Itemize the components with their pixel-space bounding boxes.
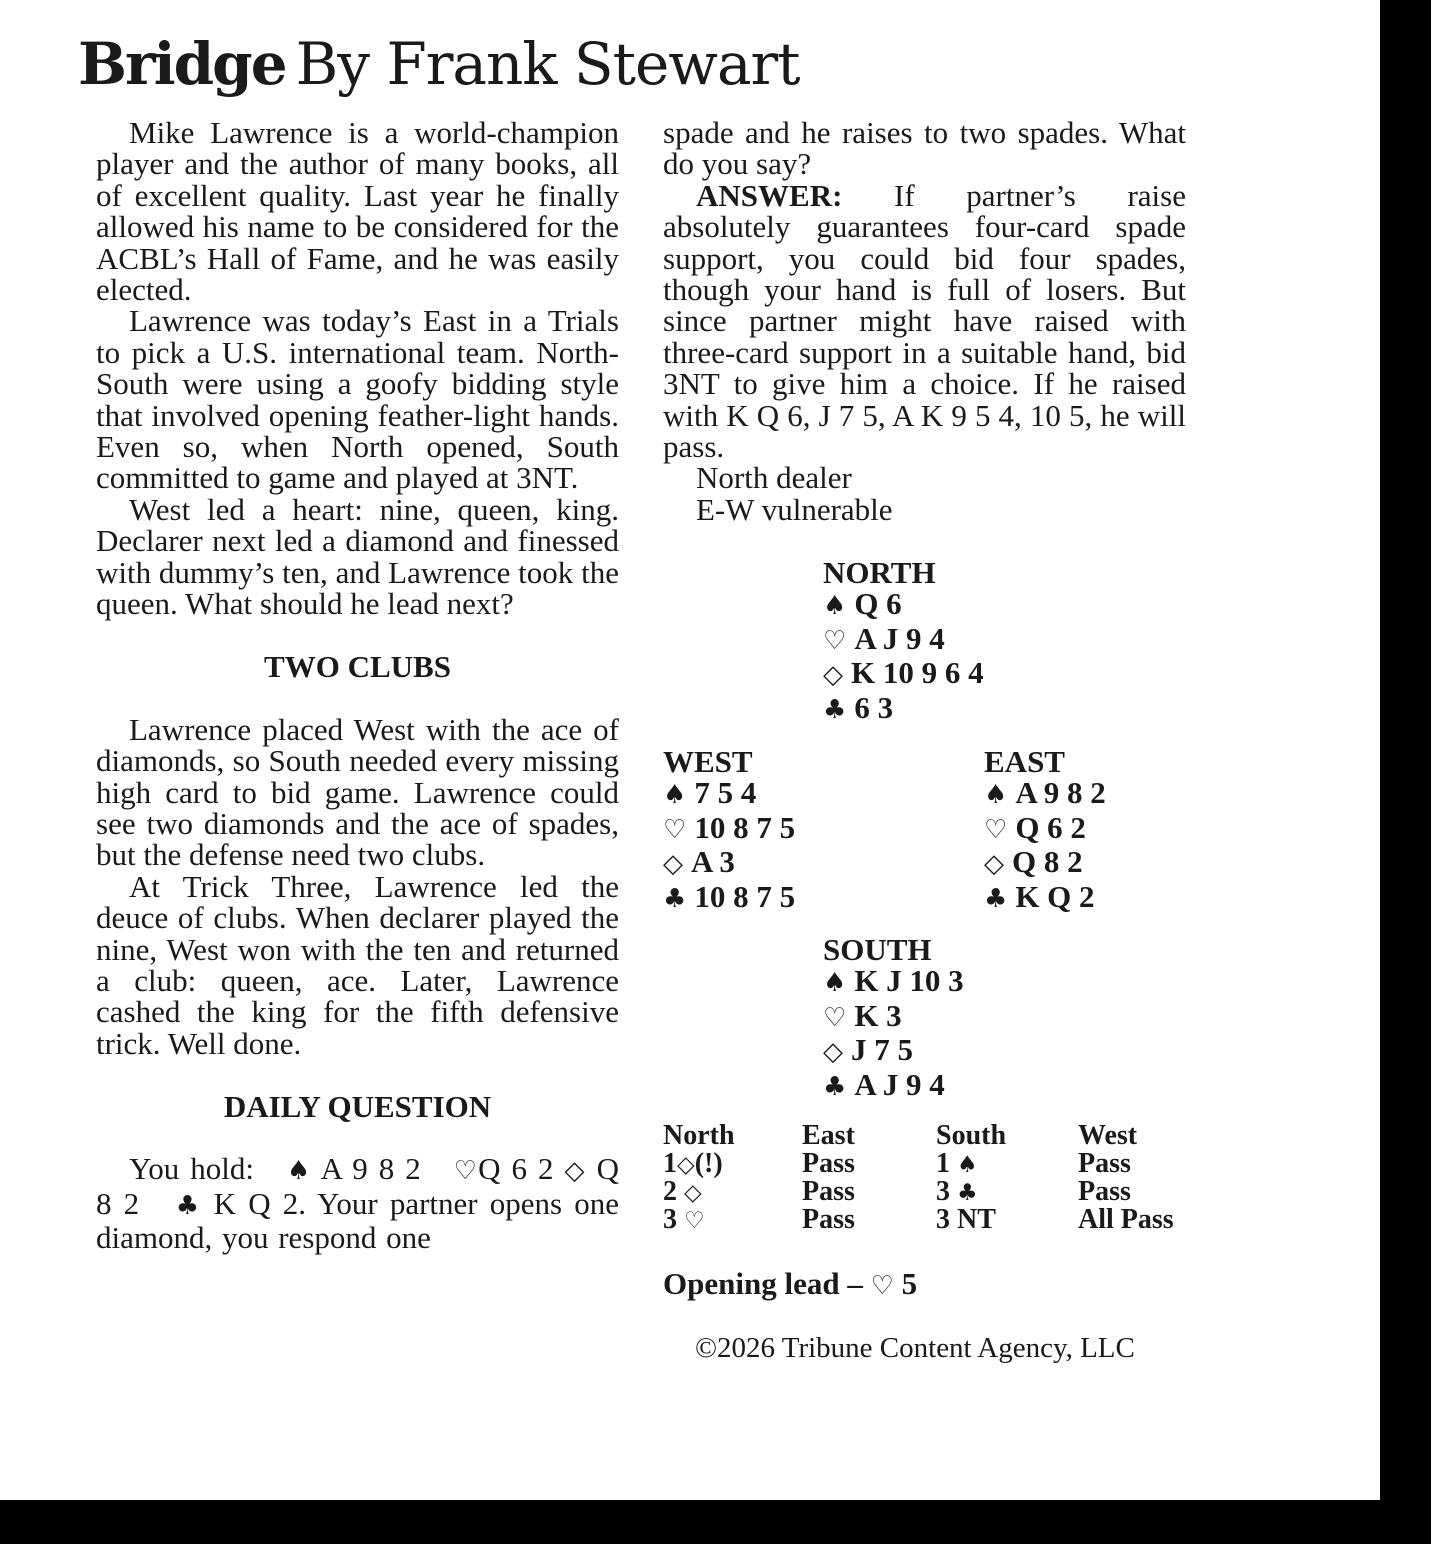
paragraph: West led a heart: nine, queen, king. Declarer next led a diamond and finessed with dummy’s ten, and Lawrence took the queen. What should he lead next? xyxy=(96,491,619,622)
spade-icon: ♠ xyxy=(286,1156,312,1187)
question-suffix: Your partner opens one diamond, you respond one xyxy=(96,1185,620,1256)
west-clubs: ♣ 10 8 7 5 xyxy=(663,878,796,914)
diamond-icon: ◇ xyxy=(677,1152,695,1178)
heart-icon: ♡ xyxy=(984,814,1008,845)
north-diamonds: ◇ K 10 9 6 4 xyxy=(823,655,984,691)
heart-icon: ♡ xyxy=(684,1208,705,1234)
diamond-icon: ◇ xyxy=(564,1156,586,1187)
diamond-icon: ◇ xyxy=(984,849,1004,880)
bid-cell: 3 ♣ xyxy=(936,1176,978,1207)
question-prefix: You hold: xyxy=(129,1151,254,1187)
bid-cell: 1 ♠ xyxy=(936,1148,978,1179)
north-hearts: ♡ A J 9 4 xyxy=(823,620,945,656)
paragraph-continuation: spade and he raises to two spades. What do you say? xyxy=(663,115,1186,182)
east-clubs: ♣ K Q 2 xyxy=(984,878,1095,914)
hand-label: SOUTH xyxy=(823,932,932,967)
south-hearts: ♡ K 3 xyxy=(823,997,902,1033)
hand-label: NORTH xyxy=(823,555,936,590)
paragraph: At Trick Three, Lawrence led the deuce of clubs. When declarer played the nine, West won with the ten and returned a club: queen, ace. Later, Lawrence cashed the king for the fifth defensive trick. Well done. xyxy=(96,868,619,1061)
south-hand xyxy=(823,934,964,1103)
bid-cell: Pass xyxy=(1078,1176,1131,1207)
opening-lead: Opening lead – ♡ 5 xyxy=(663,1266,918,1301)
spade-icon: ♠ xyxy=(823,591,847,622)
bid-cell: 3 ♡ xyxy=(663,1204,705,1235)
club-icon: ♣ xyxy=(663,883,687,914)
hand-label: EAST xyxy=(984,744,1065,779)
heart-icon: ♡ xyxy=(870,1271,894,1301)
page-title xyxy=(78,28,800,101)
west-hand xyxy=(663,746,795,915)
bid-cell: Pass xyxy=(1078,1148,1131,1179)
title-byline: By Frank Stewart xyxy=(295,30,800,98)
club-icon: ♣ xyxy=(984,883,1008,914)
bid-cell: All Pass xyxy=(1078,1204,1174,1235)
diamond-icon: ◇ xyxy=(684,1180,702,1206)
east-spades: ♠ A 9 8 2 xyxy=(984,775,1106,811)
north-spades: ♠ Q 6 xyxy=(823,586,902,622)
spade-icon: ♠ xyxy=(984,780,1008,811)
bidding-header: West xyxy=(1078,1120,1138,1151)
heart-icon: ♡ xyxy=(453,1156,479,1187)
dealer: North dealer xyxy=(696,460,852,496)
heart-icon: ♡ xyxy=(823,625,847,656)
question-clubs: K Q 2. xyxy=(213,1185,307,1221)
question-spades: A 9 8 2 xyxy=(320,1151,421,1187)
bid-cell: 2 ◇ xyxy=(663,1176,702,1207)
west-hearts: ♡ 10 8 7 5 xyxy=(663,809,796,845)
bid-cell: 3 NT xyxy=(936,1204,996,1235)
club-icon: ♣ xyxy=(957,1180,978,1206)
daily-question xyxy=(96,1151,620,1256)
heart-icon: ♡ xyxy=(823,1002,847,1033)
right-column xyxy=(663,117,1186,525)
bid-cell: 1◇(!) xyxy=(663,1148,723,1179)
vulnerability: E-W vulnerable xyxy=(696,491,893,527)
bidding-header: North xyxy=(663,1120,735,1151)
spade-icon: ♠ xyxy=(823,968,847,999)
north-hand xyxy=(823,557,984,726)
diamond-icon: ◇ xyxy=(823,1037,843,1068)
bid-cell: Pass xyxy=(802,1204,855,1235)
answer-text: If partner’s raise absolutely guarantees four-card spade support, you could bid four spades, though your hand is full of losers. But since partner might have raised with three-card support in a suitable hand, bid 3NT to give him a choice. If he raised with K Q 6, J 7 5, A K 9 5 4, 10 5, he will pass. xyxy=(663,177,1186,465)
diamond-icon: ◇ xyxy=(823,660,843,691)
bid-cell: Pass xyxy=(802,1148,855,1179)
north-clubs: ♣ 6 3 xyxy=(823,689,894,725)
section-heading-two-clubs: TWO CLUBS xyxy=(264,648,451,684)
spade-icon: ♠ xyxy=(663,780,687,811)
bidding-header: South xyxy=(936,1120,1007,1151)
west-diamonds: ◇ A 3 xyxy=(663,844,735,880)
answer-paragraph xyxy=(663,177,1186,465)
left-column xyxy=(96,117,619,1254)
paragraph: Mike Lawrence is a world-champion player and the author of many books, all of excellent quality. Last year he finally allowed his name to be considered for the ACBL’s Hall of Fame, and he was easily elected. xyxy=(96,115,619,308)
title-bold: Bridge xyxy=(78,30,286,98)
paragraph: Lawrence placed West with the ace of diamonds, so South needed every missing high card to bid game. Lawrence could see two diamonds and the ace of spades, but the defense need two clubs. xyxy=(96,711,619,873)
section-heading-daily-question: DAILY QUESTION xyxy=(223,1088,492,1124)
paragraph: Lawrence was today’s East in a Trials to pick a U.S. international team. North-South were using a goofy bidding style that involved opening feather-light hands. Even so, when North opened, South committed to game and played at 3NT. xyxy=(96,303,619,496)
bid-cell: Pass xyxy=(802,1176,855,1207)
east-hearts: ♡ Q 6 2 xyxy=(984,809,1086,845)
question-diamonds: Q 8 2 xyxy=(96,1151,620,1221)
hand-label: WEST xyxy=(663,744,753,779)
club-icon: ♣ xyxy=(823,694,847,725)
east-hand xyxy=(984,746,1106,915)
club-icon: ♣ xyxy=(175,1190,202,1221)
south-diamonds: ◇ J 7 5 xyxy=(823,1032,913,1068)
question-hearts: Q 6 2 xyxy=(478,1151,554,1187)
south-clubs: ♣ A J 9 4 xyxy=(823,1066,945,1102)
club-icon: ♣ xyxy=(823,1071,847,1102)
spade-icon: ♠ xyxy=(957,1152,978,1178)
bidding-header: East xyxy=(802,1120,855,1151)
answer-label: ANSWER: xyxy=(696,177,843,213)
diamond-icon: ◇ xyxy=(663,849,683,880)
west-spades: ♠ 7 5 4 xyxy=(663,775,757,811)
south-spades: ♠ K J 10 3 xyxy=(823,963,964,999)
heart-icon: ♡ xyxy=(663,814,687,845)
copyright: ©2026 Tribune Content Agency, LLC xyxy=(695,1332,1135,1364)
east-diamonds: ◇ Q 8 2 xyxy=(984,844,1083,880)
